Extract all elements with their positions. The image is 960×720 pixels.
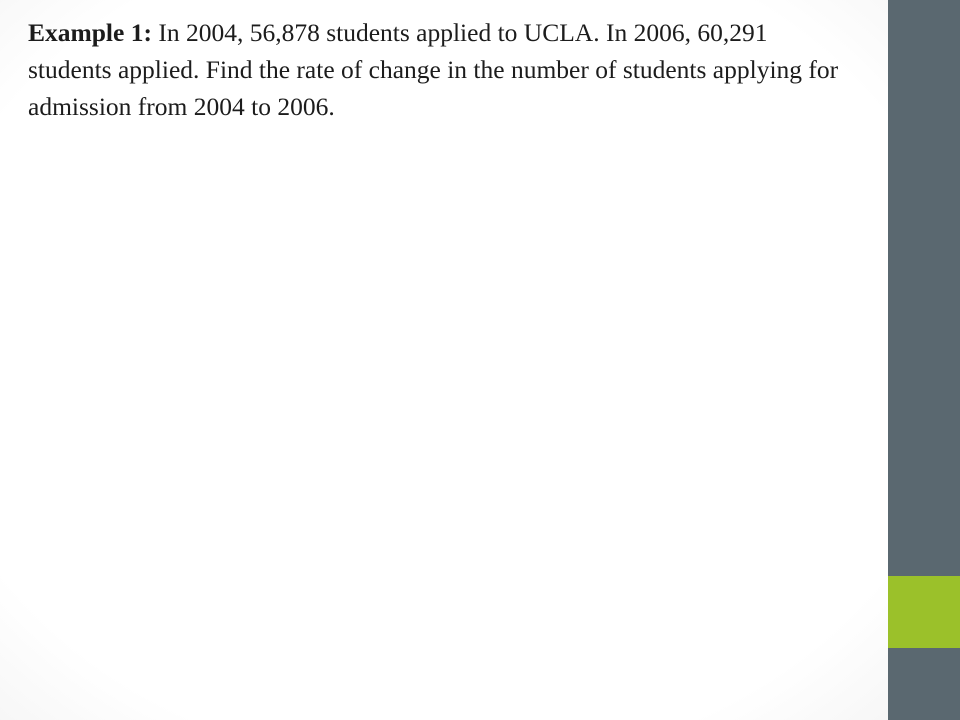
side-bar-top-block <box>888 0 960 576</box>
example-label: Example 1: <box>28 18 152 47</box>
side-bar-accent-block <box>888 576 960 648</box>
example-text: In 2004, 56,878 students applied to UCLA. In 2006, 60,291 students applied. Find the rate of change in the number of students applying for admission from 2004 to 2006. <box>28 18 839 121</box>
example-paragraph <box>28 14 848 125</box>
side-bar <box>888 0 960 720</box>
side-bar-bottom-block <box>888 648 960 720</box>
